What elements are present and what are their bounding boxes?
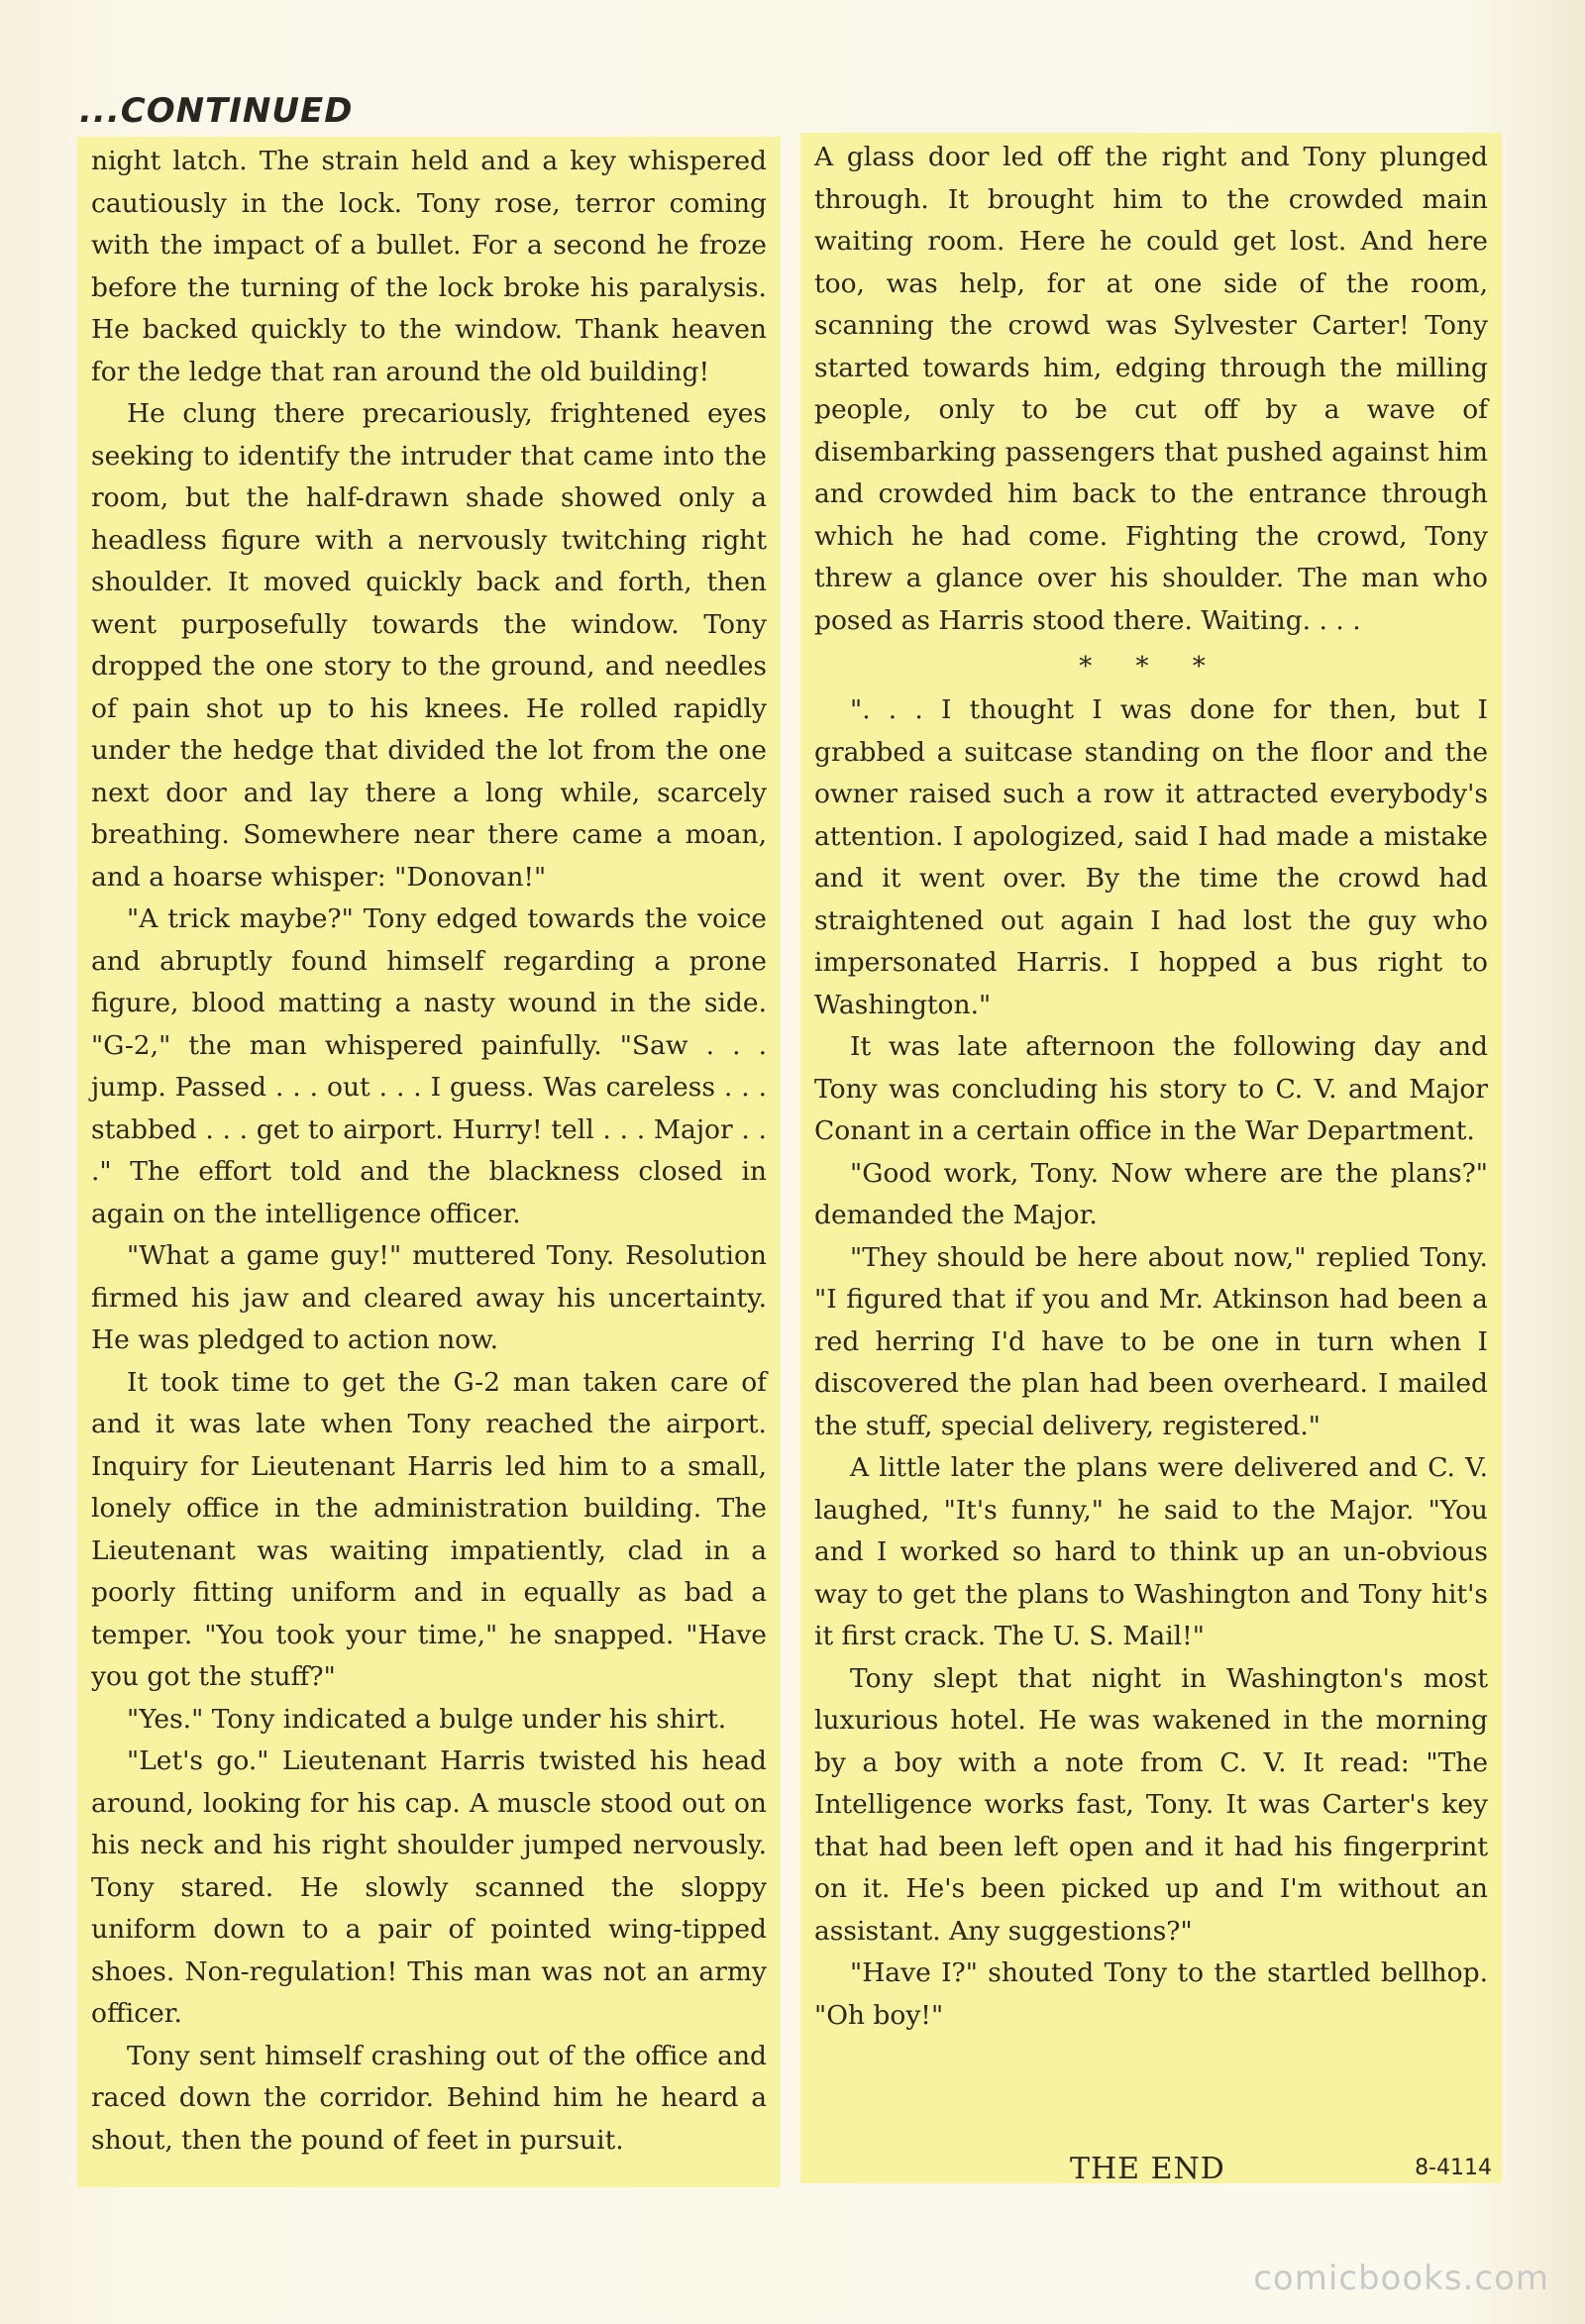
paragraph: "What a game guy!" muttered Tony. Resolution firmed his jaw and cleared away his uncertainty. He was pledged to action now. bbox=[91, 1240, 767, 1355]
paragraph: A little later the plans were delivered and C. V. laughed, "It's funny," he said to the Major. "You and I worked so hard to think up an un-obvious way to get the plans to Washington and Tony hit's it first crack. The U. S. Mail!" bbox=[814, 1452, 1488, 1651]
paragraph: A glass door led off the right and Tony plunged through. It brought him to the crowded main waiting room. Here he could get lost. And here too, was help, for at one side of the room, scanning the crowd was Sylvester Carter! Tony started towards him, edging through the milling people, only to be cut off by a wave of disembarking passengers that pushed against him and crowded him back to the entrance through which he had come. Fighting the crowd, Tony threw a glance over his shoulder. The man who posed as Harris stood there. Waiting. . . . bbox=[814, 142, 1488, 636]
watermark: comicbooks.com bbox=[1253, 2259, 1549, 2298]
print-code: 8-4114 bbox=[1415, 2156, 1492, 2180]
paragraph: "Yes." Tony indicated a bulge under his shirt. bbox=[127, 1703, 727, 1735]
paragraph: "A trick maybe?" Tony edged towards the voice and abruptly found himself regarding a prone figure, blood matting a nasty wound in the side. "G-2," the man whispered painfully. "Saw . . . jump. Passed . . . out . . . I guess. Was careless . . . stabbed . . . get to airport. Hurry! tell . . . Major . . ." The effort told and the blackness closed in again on the intelligence officer. bbox=[91, 903, 767, 1229]
section-separator: * * * bbox=[1079, 652, 1223, 682]
paragraph: "They should be here about now," replied Tony. "I figured that if you and Mr. Atkinson had been a red herring I'd have to be one in turn when I discovered the plan had been overheard. I mailed the stuff, special delivery, registered." bbox=[814, 1241, 1488, 1441]
paragraph: night latch. The strain held and a key whispered cautiously in the lock. Tony rose, terror coming with the impact of a bullet. For a second he froze before the turning of the lock broke his paralysis. He backed quickly to the window. Thank heaven for the ledge that ran around the old building! bbox=[91, 146, 767, 387]
story-footer bbox=[800, 2152, 1502, 2191]
paragraph: ". . . I thought I was done for then, but I grabbed a suitcase standing on the floor and the owner raised such a row it attracted everybody's attention. I apologized, said I had made a mistake and it went over. By the time the crowd had straightened out again I had lost the guy who impersonated Harris. I hopped a bus right to Washington." bbox=[814, 694, 1488, 1020]
left-column bbox=[77, 137, 781, 2187]
the-end-label: THE END bbox=[1070, 2152, 1225, 2186]
paragraph: Tony sent himself crashing out of the office and raced down the corridor. Behind him he heard a shout, then the pound of feet in pursuit. bbox=[91, 2040, 767, 2156]
paragraph: It was late afternoon the following day and Tony was concluding his story to C. V. and Major Conant in a certain office in the War Department. bbox=[814, 1031, 1488, 1146]
paragraph: "Let's go." Lieutenant Harris twisted his head around, looking for his cap. A muscle stood out on his neck and his right shoulder jumped nervously. Tony stared. He slowly scanned the sloppy uniform down to a pair of pointed wing-tipped shoes. Non-regulation! This man was not an army officer. bbox=[91, 1745, 767, 2029]
paragraph: He clung there precariously, frightened eyes seeking to identify the intruder that came into the room, but the half-drawn shade showed only a headless figure with a nervously twitching right shoulder. It moved quickly back and forth, then went purposefully towards the window. Tony dropped the one story to the ground, and needles of pain shot up to his knees. He rolled rapidly under the hedge that divided the lot from the one next door and lay there a long while, scarcely breathing. Somewhere near there came a moan, and a hoarse whisper: "Donovan!" bbox=[91, 398, 767, 893]
paragraph: "Good work, Tony. Now where are the plans?" demanded the Major. bbox=[814, 1157, 1488, 1230]
paragraph: Tony slept that night in Washington's most luxurious hotel. He was wakened in the morning by a boy with a note from C. V. It read: "The Intelligence works fast, Tony. It was Carter's key that had been left open and it had his fingerprint on it. He's been picked up and I'm without an assistant. Any suggestions?" bbox=[814, 1662, 1488, 1947]
continued-header: ...CONTINUED bbox=[79, 91, 354, 131]
paragraph: It took time to get the G-2 man taken care of and it was late when Tony reached the airport. Inquiry for Lieutenant Harris led him to a small, lonely office in the administration building. The Lieutenant was waiting impatiently, clad in a poorly fitting uniform and in equally as bad a temper. "You took your time," he snapped. "Have you got the stuff?" bbox=[91, 1366, 767, 1692]
paragraph: "Have I?" shouted Tony to the startled bellhop. "Oh boy!" bbox=[814, 1957, 1488, 2031]
right-column bbox=[800, 133, 1502, 2183]
